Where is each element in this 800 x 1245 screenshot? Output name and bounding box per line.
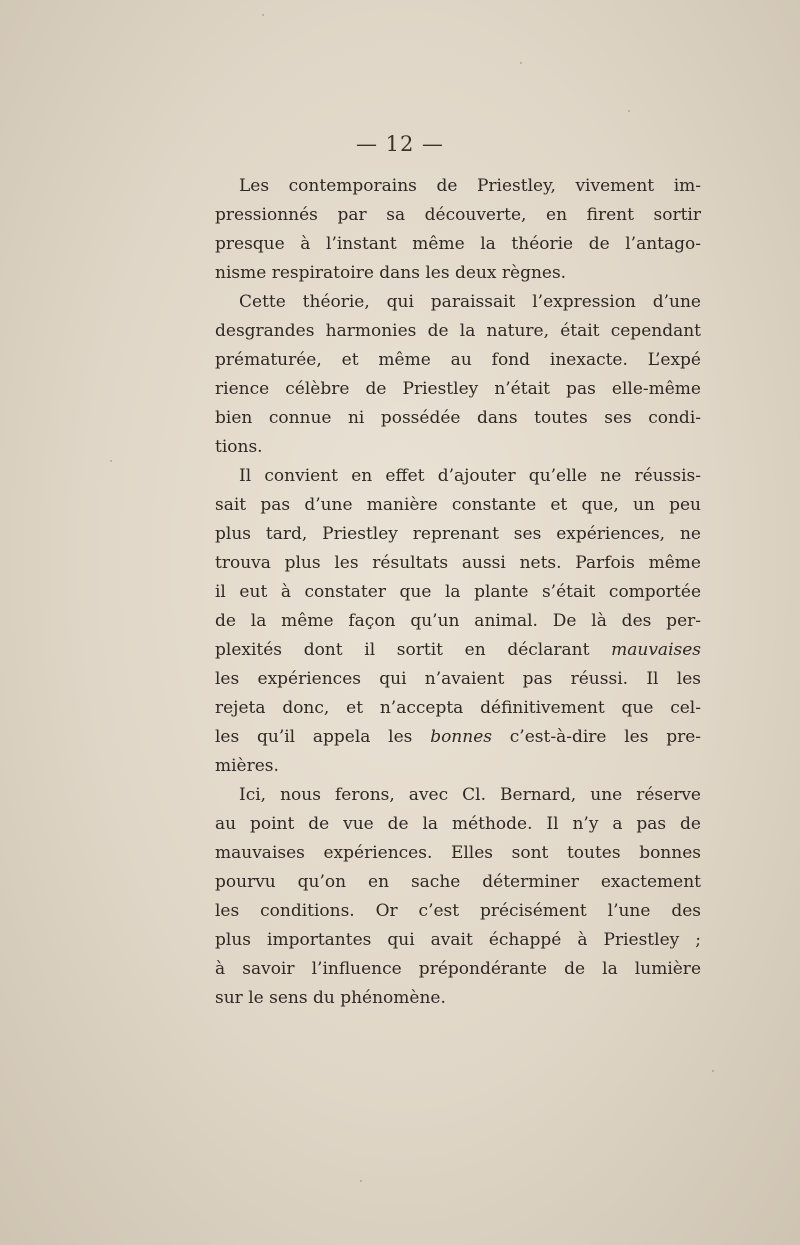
text-line: rience célèbre de Priestley n’était pas elle-même xyxy=(215,379,701,399)
text-line-with-italic xyxy=(215,723,701,752)
text-line: pressionnés par sa découverte, en firent sortir xyxy=(215,205,701,225)
text-line: desgrandes harmonies de la nature, était cependant xyxy=(215,321,701,341)
text-line: presque à l’instant même la théorie de l’antago- xyxy=(215,234,701,254)
text-fragment: c’est-à-dire les pre- xyxy=(509,727,701,747)
text-line: Ici, nous ferons, avec Cl. Bernard, une réserve xyxy=(239,785,701,805)
text-line: pourvu qu’on en sache déterminer exactement xyxy=(215,872,701,892)
text-fragment: les qu’il appela les xyxy=(215,727,413,747)
text-line: prématurée, et même au fond inexacte. L’expé xyxy=(215,350,701,370)
text-line: tions. xyxy=(215,437,263,457)
italic-word-mauvaises: mauvaises xyxy=(611,640,701,660)
page-number: — 12 — xyxy=(355,132,445,156)
text-line: plus importantes qui avait échappé à Priestley ; xyxy=(215,930,701,950)
text-line: rejeta donc, et n’accepta définitivement que cel- xyxy=(215,698,701,718)
text-line: les conditions. Or c’est précisément l’une des xyxy=(215,901,701,921)
paper-speck xyxy=(360,1180,362,1182)
text-line: Il convient en effet d’ajouter qu’elle ne réussis- xyxy=(239,466,701,486)
text-line: au point de vue de la méthode. Il n’y a pas de xyxy=(215,814,701,834)
text-line: mauvaises expériences. Elles sont toutes bonnes xyxy=(215,843,701,863)
text-line-with-italic xyxy=(215,636,701,665)
text-line: sait pas d’une manière constante et que, un peu xyxy=(215,495,701,515)
body-text xyxy=(215,172,701,1013)
paper-speck xyxy=(520,62,522,64)
text-line: les expériences qui n’avaient pas réussi. Il les xyxy=(215,669,701,689)
text-line: sur le sens du phénomène. xyxy=(215,988,446,1008)
text-line: il eut à constater que la plante s’était comportée xyxy=(215,582,701,602)
paper-speck xyxy=(712,1070,714,1072)
text-line: plus tard, Priestley reprenant ses expériences, ne xyxy=(215,524,701,544)
text-line: de la même façon qu’un animal. De là des per- xyxy=(215,611,701,631)
paper-speck xyxy=(110,460,112,462)
italic-word-bonnes: bonnes xyxy=(430,727,492,747)
text-line: mières. xyxy=(215,756,279,776)
text-line: bien connue ni possédée dans toutes ses condi- xyxy=(215,408,701,428)
text-line: Cette théorie, qui paraissait l’expression d’une xyxy=(239,292,701,312)
text-line: trouva plus les résultats aussi nets. Parfois même xyxy=(215,553,701,573)
text-line: à savoir l’influence prépondérante de la lumière xyxy=(215,959,701,979)
text-fragment: plexités dont il sortit en déclarant xyxy=(215,640,590,660)
text-line: nisme respiratoire dans les deux règnes. xyxy=(215,263,567,283)
paper-speck xyxy=(262,14,264,16)
text-line: Les contemporains de Priestley, vivement im- xyxy=(239,176,701,196)
paper-speck xyxy=(628,110,630,112)
